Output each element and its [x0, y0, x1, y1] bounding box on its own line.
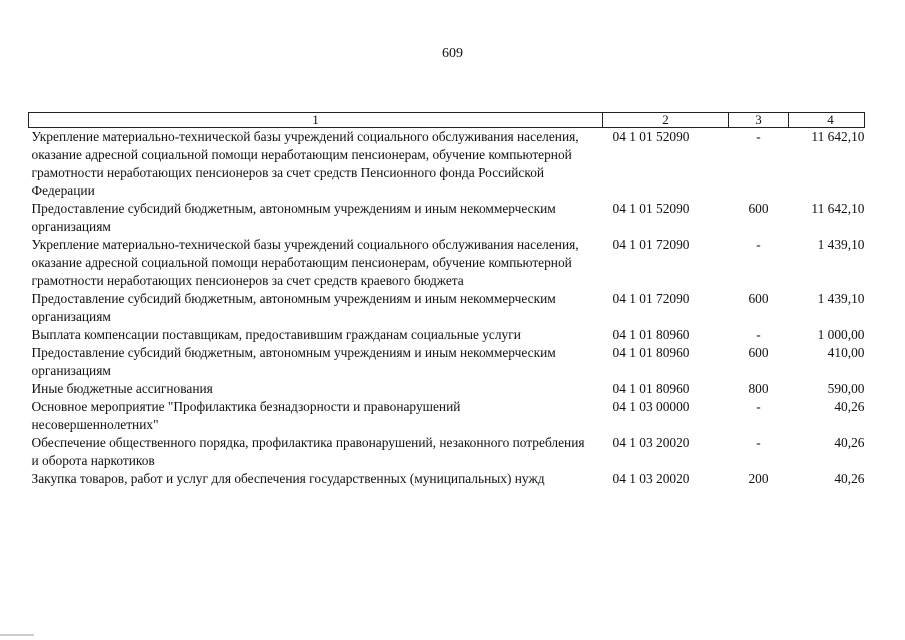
row-amount: 40,26 [834, 435, 865, 450]
row-type: - [756, 129, 761, 144]
table-row [29, 434, 865, 470]
table-row [29, 200, 865, 236]
row-code: 04 1 03 20020 [612, 471, 690, 486]
row-amount: 1 000,00 [817, 327, 865, 342]
header-col-3: 3 [729, 113, 789, 128]
row-type: - [756, 435, 761, 450]
table-row [29, 236, 865, 290]
row-type: 600 [748, 201, 769, 216]
row-code: 04 1 01 52090 [612, 129, 690, 144]
table-row [29, 344, 865, 380]
row-code: 04 1 01 80960 [612, 381, 690, 396]
header-row [29, 113, 865, 128]
row-code: 04 1 01 80960 [612, 327, 690, 342]
row-type: - [756, 327, 761, 342]
row-type: - [756, 399, 761, 414]
header-col-1: 1 [29, 113, 603, 128]
row-amount: 590,00 [827, 381, 865, 396]
table-row [29, 398, 865, 434]
table-row [29, 290, 865, 326]
row-amount: 11 642,10 [811, 201, 865, 216]
row-amount: 410,00 [827, 345, 865, 360]
row-amount: 1 439,10 [817, 291, 865, 306]
table-row [29, 128, 865, 201]
header-col-4: 4 [789, 113, 865, 128]
table-row [29, 470, 865, 488]
table-header [29, 113, 865, 128]
row-name: Выплата компенсации поставщикам, предоставившим гражданам социальные услуги [31, 327, 521, 342]
row-name: Предоставление субсидий бюджетным, автономным учреждениям и иным некоммерческим организациям [31, 201, 556, 234]
row-code: 04 1 01 52090 [612, 201, 690, 216]
row-name: Предоставление субсидий бюджетным, автономным учреждениям и иным некоммерческим организациям [31, 345, 556, 378]
row-type: 600 [748, 291, 769, 306]
row-amount: 11 642,10 [811, 129, 865, 144]
row-code: 04 1 01 72090 [612, 237, 690, 252]
row-code: 04 1 03 20020 [612, 435, 690, 450]
row-name: Предоставление субсидий бюджетным, автономным учреждениям и иным некоммерческим организациям [31, 291, 556, 324]
row-type: 600 [748, 345, 769, 360]
row-code: 04 1 03 00000 [612, 399, 690, 414]
row-code: 04 1 01 72090 [612, 291, 690, 306]
row-name: Закупка товаров, работ и услуг для обеспечения государственных (муниципальных) нужд [31, 471, 545, 486]
row-name: Укрепление материально-технической базы учреждений социального обслуживания населения, оказание адресной социальной помощи неработающим пенсионерам, обучение компьютерной грамотности неработающих пенсионеров за счет средств краевого бюджета [31, 237, 579, 288]
scan-edge-mark [0, 634, 34, 636]
header-col-2: 2 [603, 113, 729, 128]
row-type: - [756, 237, 761, 252]
row-amount: 40,26 [834, 471, 865, 486]
budget-table [28, 112, 865, 488]
row-type: 800 [748, 381, 769, 396]
page-number: 609 [442, 46, 463, 61]
row-amount: 1 439,10 [817, 237, 865, 252]
table-body [29, 128, 865, 489]
table-row [29, 380, 865, 398]
row-name: Укрепление материально-технической базы учреждений социального обслуживания населения, оказание адресной социальной помощи неработающим пенсионерам, обучение компьютерной грамотности неработающих пенсионеров за счет средств Пенсионного фонда Российской Федерации [31, 129, 579, 198]
row-name: Обеспечение общественного порядка, профилактика правонарушений, незаконного потребления и оборота наркотиков [31, 435, 585, 468]
row-amount: 40,26 [834, 399, 865, 414]
table-row [29, 326, 865, 344]
row-name: Иные бюджетные ассигнования [31, 381, 213, 396]
row-type: 200 [748, 471, 769, 486]
row-code: 04 1 01 80960 [612, 345, 690, 360]
row-name: Основное мероприятие "Профилактика безнадзорности и правонарушений несовершеннолетних" [31, 399, 461, 432]
